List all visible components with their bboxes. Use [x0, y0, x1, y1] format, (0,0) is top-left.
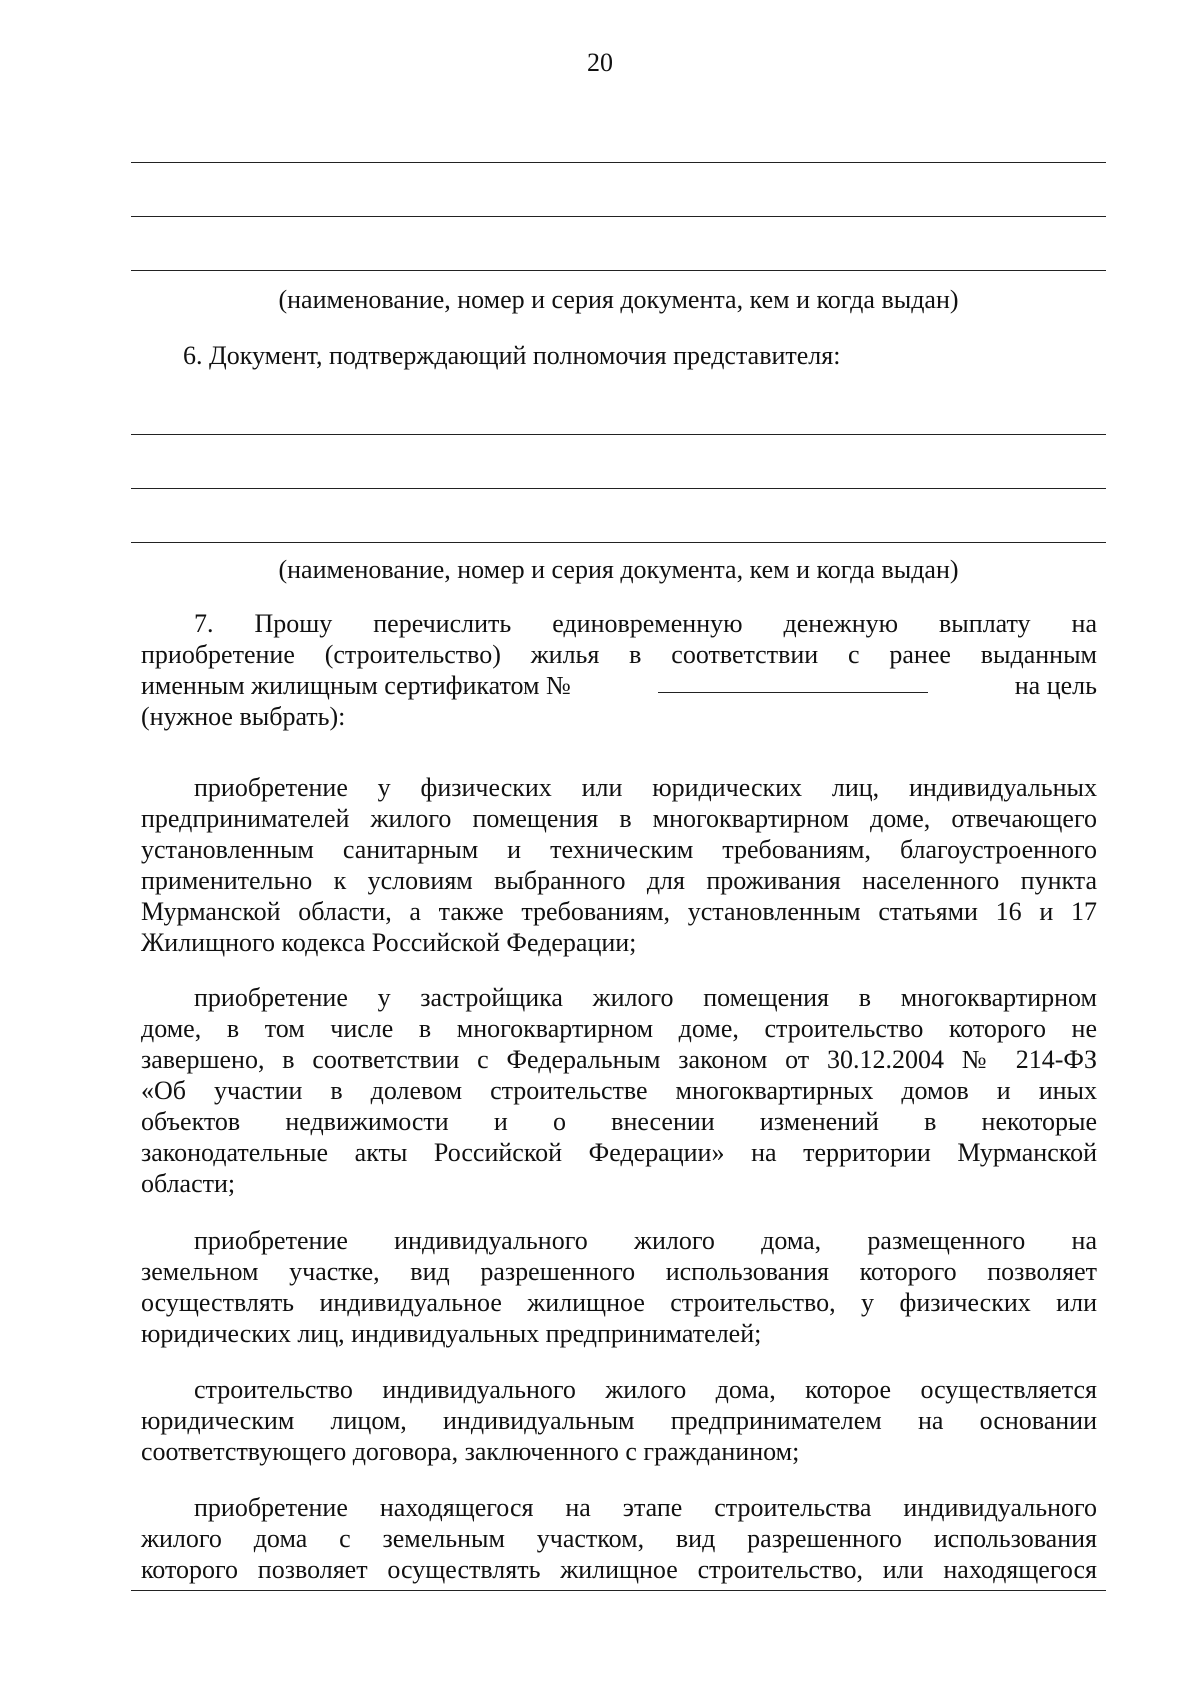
option-2-line: «Об участии в долевом строительстве многоквартирных домов и иных: [141, 1076, 1097, 1105]
option-3-line: юридических лиц, индивидуальных предпринимателей;: [141, 1319, 762, 1348]
blank-line-doc5-2[interactable]: [131, 216, 1106, 217]
option-4-line: соответствующего договора, заключенного с гражданином;: [141, 1437, 800, 1466]
page-number: 20: [587, 48, 613, 77]
option-5-line: приобретение находящегося на этапе строительства индивидуального: [194, 1493, 1097, 1522]
option-1-paragraph[interactable]: [141, 772, 1097, 958]
option-2-line: законодательные акты Российской Федерации» на территории Мурманской: [141, 1138, 1097, 1167]
section-7-line-1: 7. Прошу перечислить единовременную денежную выплату на: [194, 609, 1097, 638]
blank-line-doc5-3[interactable]: [131, 270, 1106, 271]
blank-line-doc6-3[interactable]: [131, 542, 1106, 543]
option-2-line: приобретение у застройщика жилого помещения в многоквартирном: [194, 983, 1097, 1012]
option-3-line: осуществлять индивидуальное жилищное строительство, у физических или: [141, 1288, 1097, 1317]
option-3-paragraph[interactable]: [141, 1225, 1097, 1349]
section-6-heading: 6. Документ, подтверждающий полномочия представителя:: [183, 341, 841, 370]
option-1-line: предпринимателей жилого помещения в многоквартирном доме, отвечающего: [141, 804, 1097, 833]
certificate-label: именным жилищным сертификатом №: [141, 671, 571, 700]
doc-caption-1: (наименование, номер и серия документа, кем и когда выдан): [278, 285, 959, 314]
option-4-line: строительство индивидуального жилого дома, которое осуществляется: [194, 1375, 1097, 1404]
section-7-line-4: (нужное выбрать):: [141, 702, 346, 731]
goal-label: на цель: [1014, 671, 1097, 700]
doc-caption-2: (наименование, номер и серия документа, кем и когда выдан): [278, 555, 959, 584]
option-3-line: приобретение индивидуального жилого дома, размещенного на: [194, 1226, 1097, 1255]
blank-line-doc6-1[interactable]: [131, 434, 1106, 435]
option-3-line: земельном участке, вид разрешенного использования которого позволяет: [141, 1257, 1097, 1286]
option-4-line: юридическим лицом, индивидуальным предпринимателем на основании: [141, 1406, 1097, 1435]
blank-line-doc6-2[interactable]: [131, 488, 1106, 489]
option-2-line: объектов недвижимости и о внесении изменений в некоторые: [141, 1107, 1097, 1136]
blank-line-doc5-1[interactable]: [131, 162, 1106, 163]
option-1-line: применительно к условиям выбранного для проживания населенного пункта: [141, 866, 1097, 895]
option-5-line: жилого дома с земельным участком, вид разрешенного использования: [141, 1524, 1097, 1553]
option-1-line: приобретение у физических или юридических лиц, индивидуальных: [194, 773, 1097, 802]
footer-rule: [131, 1590, 1106, 1591]
section-7-paragraph: [141, 608, 1097, 732]
section-7-line-2: приобретение (строительство) жилья в соответствии с ранее выданным: [141, 640, 1097, 669]
option-2-line: доме, в том числе в многоквартирном доме, строительство которого не: [141, 1014, 1097, 1043]
option-2-line: завершено, в соответствии с Федеральным законом от 30.12.2004 № 214-ФЗ: [141, 1045, 1097, 1074]
certificate-number-field[interactable]: [658, 670, 928, 693]
option-1-line: установленным санитарным и техническим требованиям, благоустроенного: [141, 835, 1097, 864]
option-1-line: Мурманской области, а также требованиям, установленным статьями 16 и 17: [141, 897, 1097, 926]
option-1-line: Жилищного кодекса Российской Федерации;: [141, 928, 637, 957]
section-7-line-3: [141, 670, 1097, 701]
option-5-paragraph[interactable]: [141, 1492, 1097, 1585]
option-4-paragraph[interactable]: [141, 1374, 1097, 1467]
option-2-paragraph[interactable]: [141, 982, 1097, 1199]
option-2-line: области;: [141, 1169, 236, 1198]
option-5-line: которого позволяет осуществлять жилищное строительство, или находящегося: [141, 1555, 1097, 1584]
